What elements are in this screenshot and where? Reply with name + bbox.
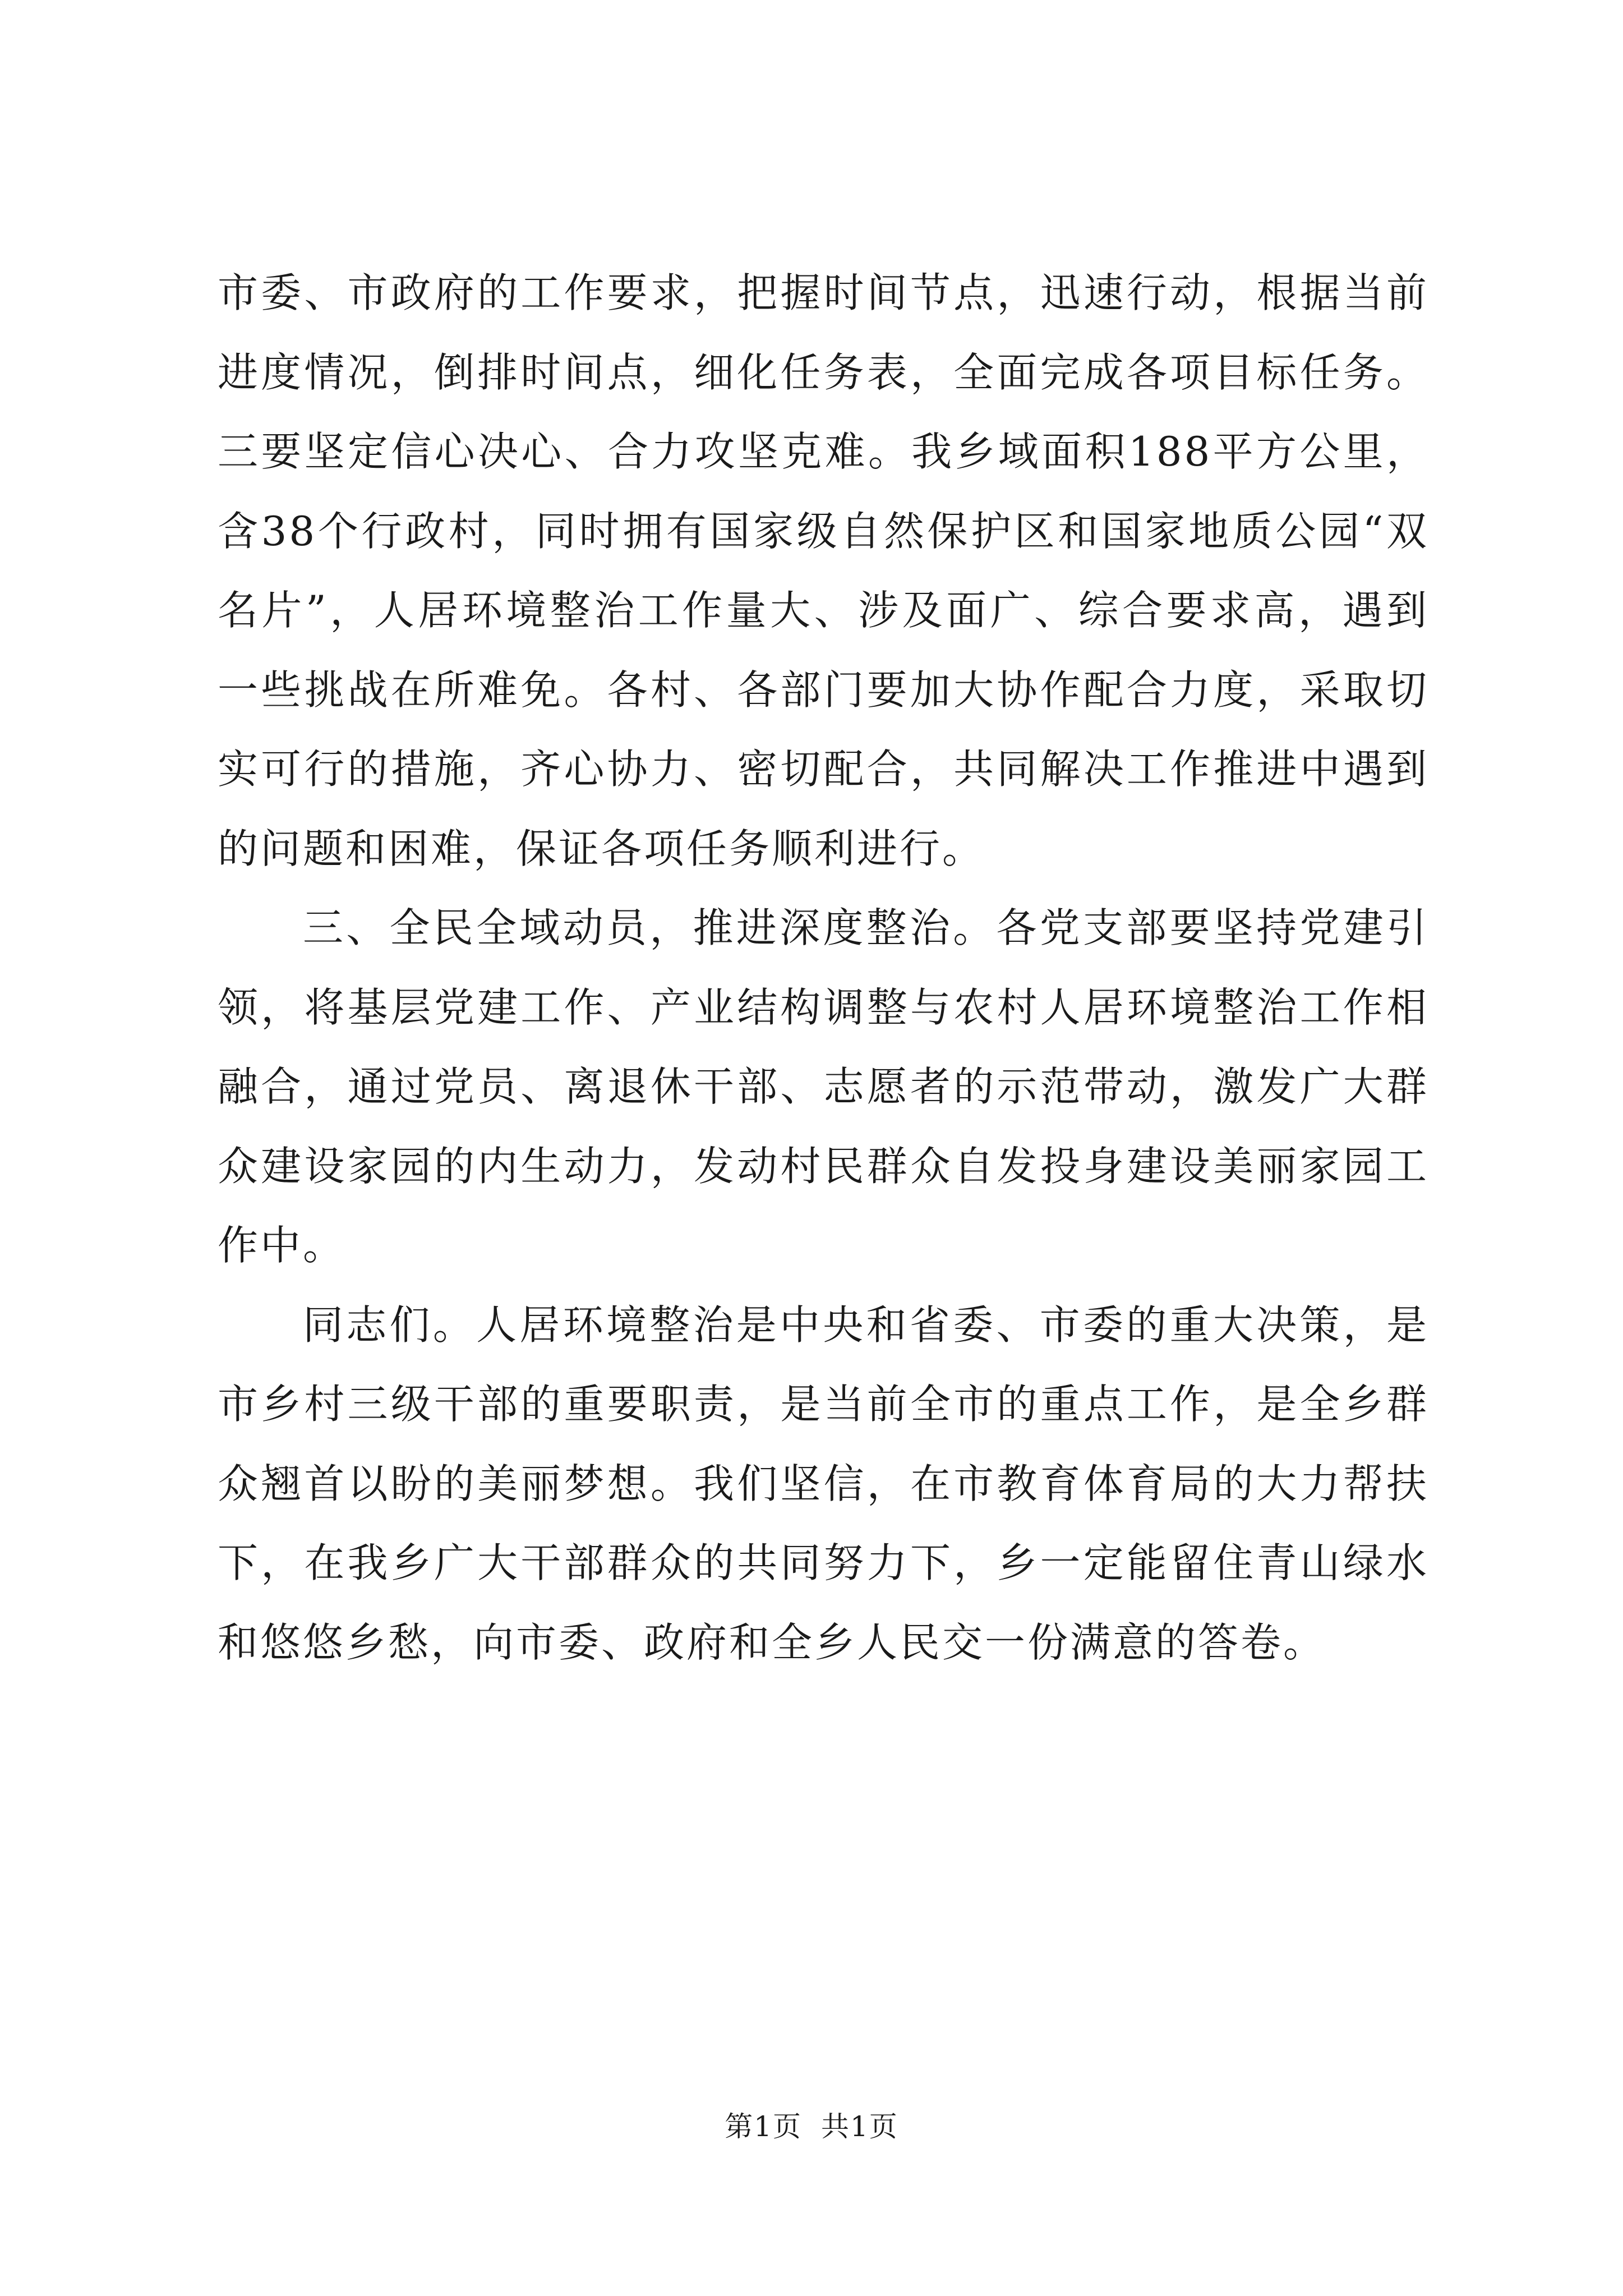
document-body [218,254,1429,1682]
page-total: 共1页 [821,2110,898,2143]
page-number: 第1页 [725,2110,802,2143]
paragraph-2: 三、全民全域动员，推进深度整治。各党支部要坚持党建引领，将基层党建工作、产业结构调整与农村人居环境整治工作相融合，通过党员、离退休干部、志愿者的示范带动，激发广大群众建设家园的内生动力，发动村民群众自发投身建设美丽家园工作中。 [218,904,1429,1269]
paragraph-1: 市委、市政府的工作要求，把握时间节点，迅速行动，根据当前进度情况，倒排时间点，细化任务表，全面完成各项目标任务。三要坚定信心决心、合力攻坚克难。我乡域面积188平方公里，含38个行政村，同时拥有国家级自然保护区和国家地质公园“双名片”，人居环境整治工作量大、涉及面广、综合要求高，遇到一些挑战在所难免。各村、各部门要加大协作配合力度，采取切实可行的措施，齐心协力、密切配合，共同解决工作推进中遇到的问题和困难，保证各项任务顺利进行。 [218,269,1429,872]
page-footer [0,2107,1623,2146]
paragraph-3: 同志们。人居环境整治是中央和省委、市委的重大决策，是市乡村三级干部的重要职责，是当前全市的重点工作，是全乡群众翘首以盼的美丽梦想。我们坚信，在市教育体育局的大力帮扶下，在我乡广大干部群众的共同努力下，乡一定能留住青山绿水和悠悠乡愁，向市委、政府和全乡人民交一份满意的答卷。 [218,1301,1429,1666]
